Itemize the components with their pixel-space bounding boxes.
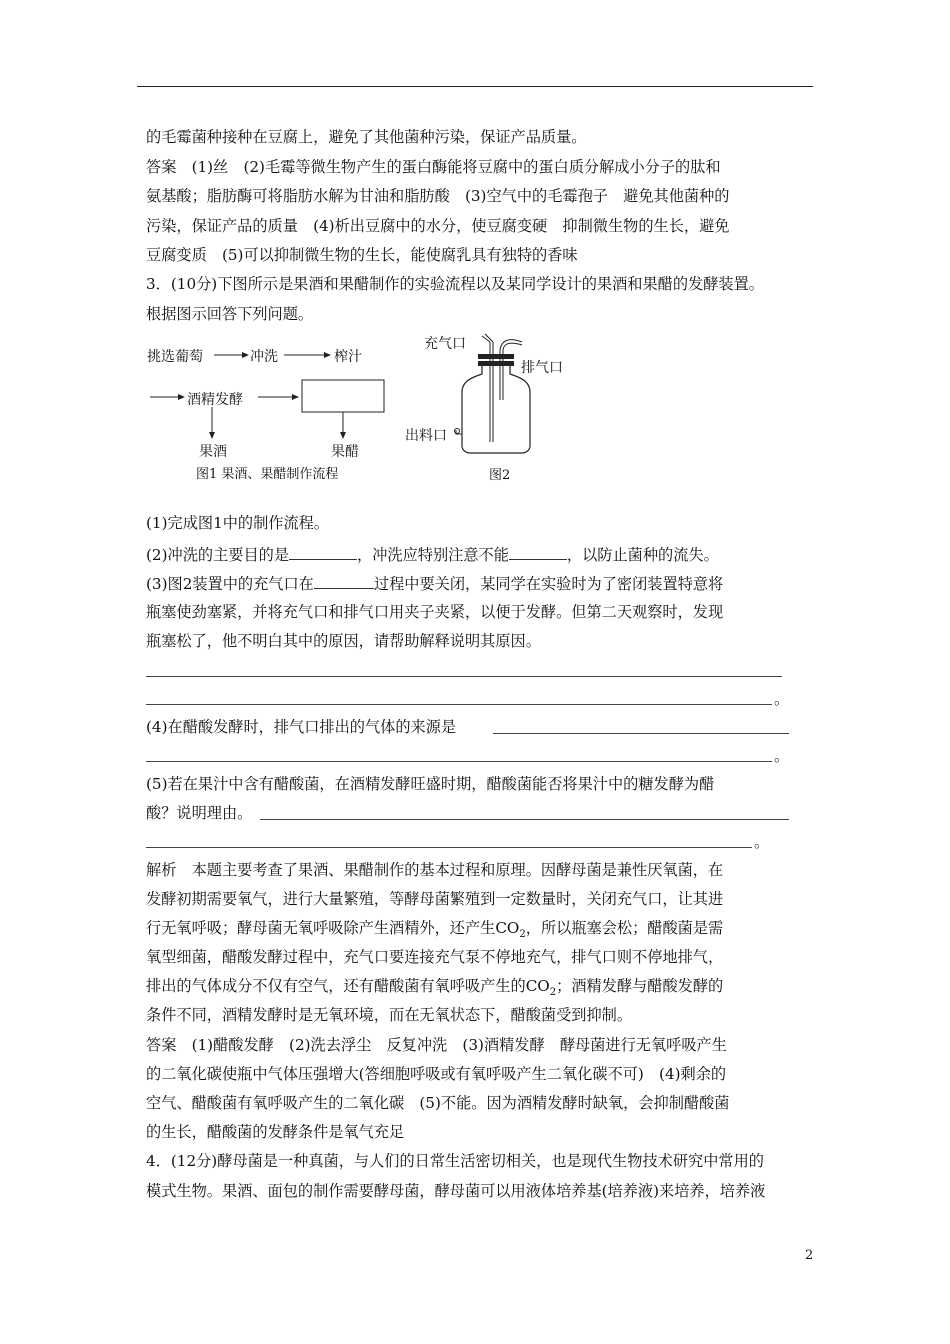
answer-line: 污染，保证产品的质量 (4)析出豆腐中的水分，使豆腐变硬 抑制微生物的生长，避免 (146, 217, 730, 235)
answer-line: 的生长，醋酸菌的发酵条件是氧气充足 (146, 1123, 405, 1141)
question-2-part: ，以防止菌种的流失。 (566, 546, 719, 564)
flow-step-juice: 榨汁 (334, 349, 362, 365)
answer-line: 答案 (1)丝 (2)毛霉等微生物产生的蛋白酶能将豆腐中的蛋白质分解成小分子的肽和 (146, 158, 721, 176)
answer-line: 空气、醋酸菌有氧呼吸产生的二氧化碳 (5)不能。因为酒精发酵时缺氧，会抑制醋酸菌 (146, 1094, 730, 1112)
flow-chart-arrows (140, 340, 400, 450)
question-1: (1)完成图1中的制作流程。 (146, 514, 330, 532)
answer-fill-line[interactable] (146, 847, 752, 848)
analysis-line: 条件不同，酒精发酵时是无氧环境，而在无氧状态下，醋酸菌受到抑制。 (146, 1006, 632, 1024)
text-part: ，所以瓶塞会松；醋酸菌是需 (525, 919, 724, 937)
text-part: 排出的气体成分不仅有空气，还有醋酸菌有氧呼吸产生的CO (146, 977, 550, 995)
answer-blank[interactable] (289, 543, 357, 560)
text-part: 行无氧呼吸；酵母菌无氧呼吸除产生酒精外，还产生CO (146, 919, 520, 937)
question-2-part: ，冲洗应特别注意不能 (357, 546, 509, 564)
answer-line: 氨基酸；脂肪酶可将脂肪水解为甘油和脂肪酸 (3)空气中的毛霉孢子 避免其他菌种的 (146, 187, 730, 205)
text-part: ；酒精发酵与醋酸发酵的 (556, 977, 724, 995)
subscript: 2 (519, 929, 526, 941)
question-3-line: 瓶塞使劲塞紧，并将充气口和排气口用夹子夹紧，以便于发酵。但第二天观察时，发现 (146, 603, 724, 621)
flow-step-alcohol-fermentation: 酒精发酵 (187, 392, 243, 408)
header-rule (137, 86, 813, 87)
flow-output-wine: 果酒 (199, 444, 227, 460)
question-5: (5)若在果汁中含有醋酸菌，在酒精发酵旺盛时期，醋酸菌能否将果汁中的糖发酵为醋 (146, 775, 715, 793)
inlet-label: 充气口 (424, 336, 466, 352)
fermentation-bottle (440, 330, 560, 460)
question-4-stem: 模式生物。果酒、面包的制作需要酵母菌，酵母菌可以用液体培养基(培养液)来培养，培养液 (146, 1182, 766, 1200)
flow-step-select-grapes: 挑选葡萄 (147, 349, 203, 365)
question-3-part: 过程中要关闭，某同学在实验时为了密闭装置特意将 (373, 575, 724, 593)
question-2 (146, 543, 719, 565)
question-3-line: 瓶塞松了，他不明白其中的原因，请帮助解释说明其原因。 (146, 632, 541, 650)
question-3-stem: 根据图示回答下列问题。 (146, 305, 314, 323)
answer-fill-line[interactable] (146, 704, 772, 705)
answer-line: 豆腐变质 (5)可以抑制微生物的生长，能使腐乳具有独特的香味 (146, 246, 578, 264)
discharge-label: 出料口 (405, 428, 447, 444)
period-mark: 。 (774, 747, 790, 765)
page-number: 2 (805, 1248, 814, 1263)
answer-blank[interactable] (509, 543, 567, 560)
answer-fill-line[interactable] (260, 819, 789, 820)
analysis-line: 氧型细菌，醋酸发酵过程中，充气口要连接充气泵不停地充气，排气口则不停地排气， (146, 948, 724, 966)
flow-output-vinegar: 果醋 (331, 444, 359, 460)
period-mark: 。 (754, 833, 770, 851)
question-3 (146, 572, 723, 594)
question-4: (4)在醋酸发酵时，排气口排出的气体的来源是 (146, 718, 457, 736)
answer-fill-line[interactable] (493, 733, 789, 734)
answer-line: 答案 (1)醋酸发酵 (2)洗去浮尘 反复冲洗 (3)酒精发酵 酵母菌进行无氧呼吸产生 (146, 1036, 727, 1054)
figure-1-caption: 图1 果酒、果醋制作流程 (196, 467, 339, 482)
question-2-part: (2)冲洗的主要目的是 (146, 546, 290, 564)
analysis-line (146, 976, 723, 1003)
question-5-line: 酸？说明理由。 (146, 804, 253, 822)
figure-2-caption: 图2 (489, 468, 511, 483)
answer-line: 的二氧化碳使瓶中气体压强增大(答细胞呼吸或有氧呼吸产生二氧化碳不可) (4)剩余的 (146, 1065, 727, 1083)
analysis-line: 发酵初期需要氧气，进行大量繁殖，等酵母菌繁殖到一定数量时，关闭充气口，让其进 (146, 890, 724, 908)
subscript: 2 (549, 987, 557, 999)
flow-step-wash: 冲洗 (250, 349, 278, 365)
answer-fill-line[interactable] (146, 761, 772, 762)
analysis-line: 解析 本题主要考查了果酒、果醋制作的基本过程和原理。因酵母菌是兼性厌氧菌，在 (146, 861, 724, 879)
answer-blank[interactable] (314, 572, 374, 589)
blank-flow-box (302, 380, 384, 412)
answer-fill-line[interactable] (146, 676, 782, 677)
outlet-label: 排气口 (521, 360, 563, 376)
question-3-stem: 3．(10分)下图所示是果酒和果醋制作的实验流程以及某同学设计的果酒和果醋的发酵装置。 (146, 275, 764, 293)
period-mark: 。 (774, 690, 790, 708)
question-3-part: (3)图2装置中的充气口在 (146, 575, 314, 593)
question-4-stem: 4．(12分)酵母菌是一种真菌，与人们的日常生活密切相关，也是现代生物技术研究中常用的 (146, 1152, 764, 1170)
text-line: 的毛霉菌种接种在豆腐上，避免了其他菌种污染，保证产品质量。 (146, 128, 587, 146)
analysis-line (146, 918, 723, 945)
